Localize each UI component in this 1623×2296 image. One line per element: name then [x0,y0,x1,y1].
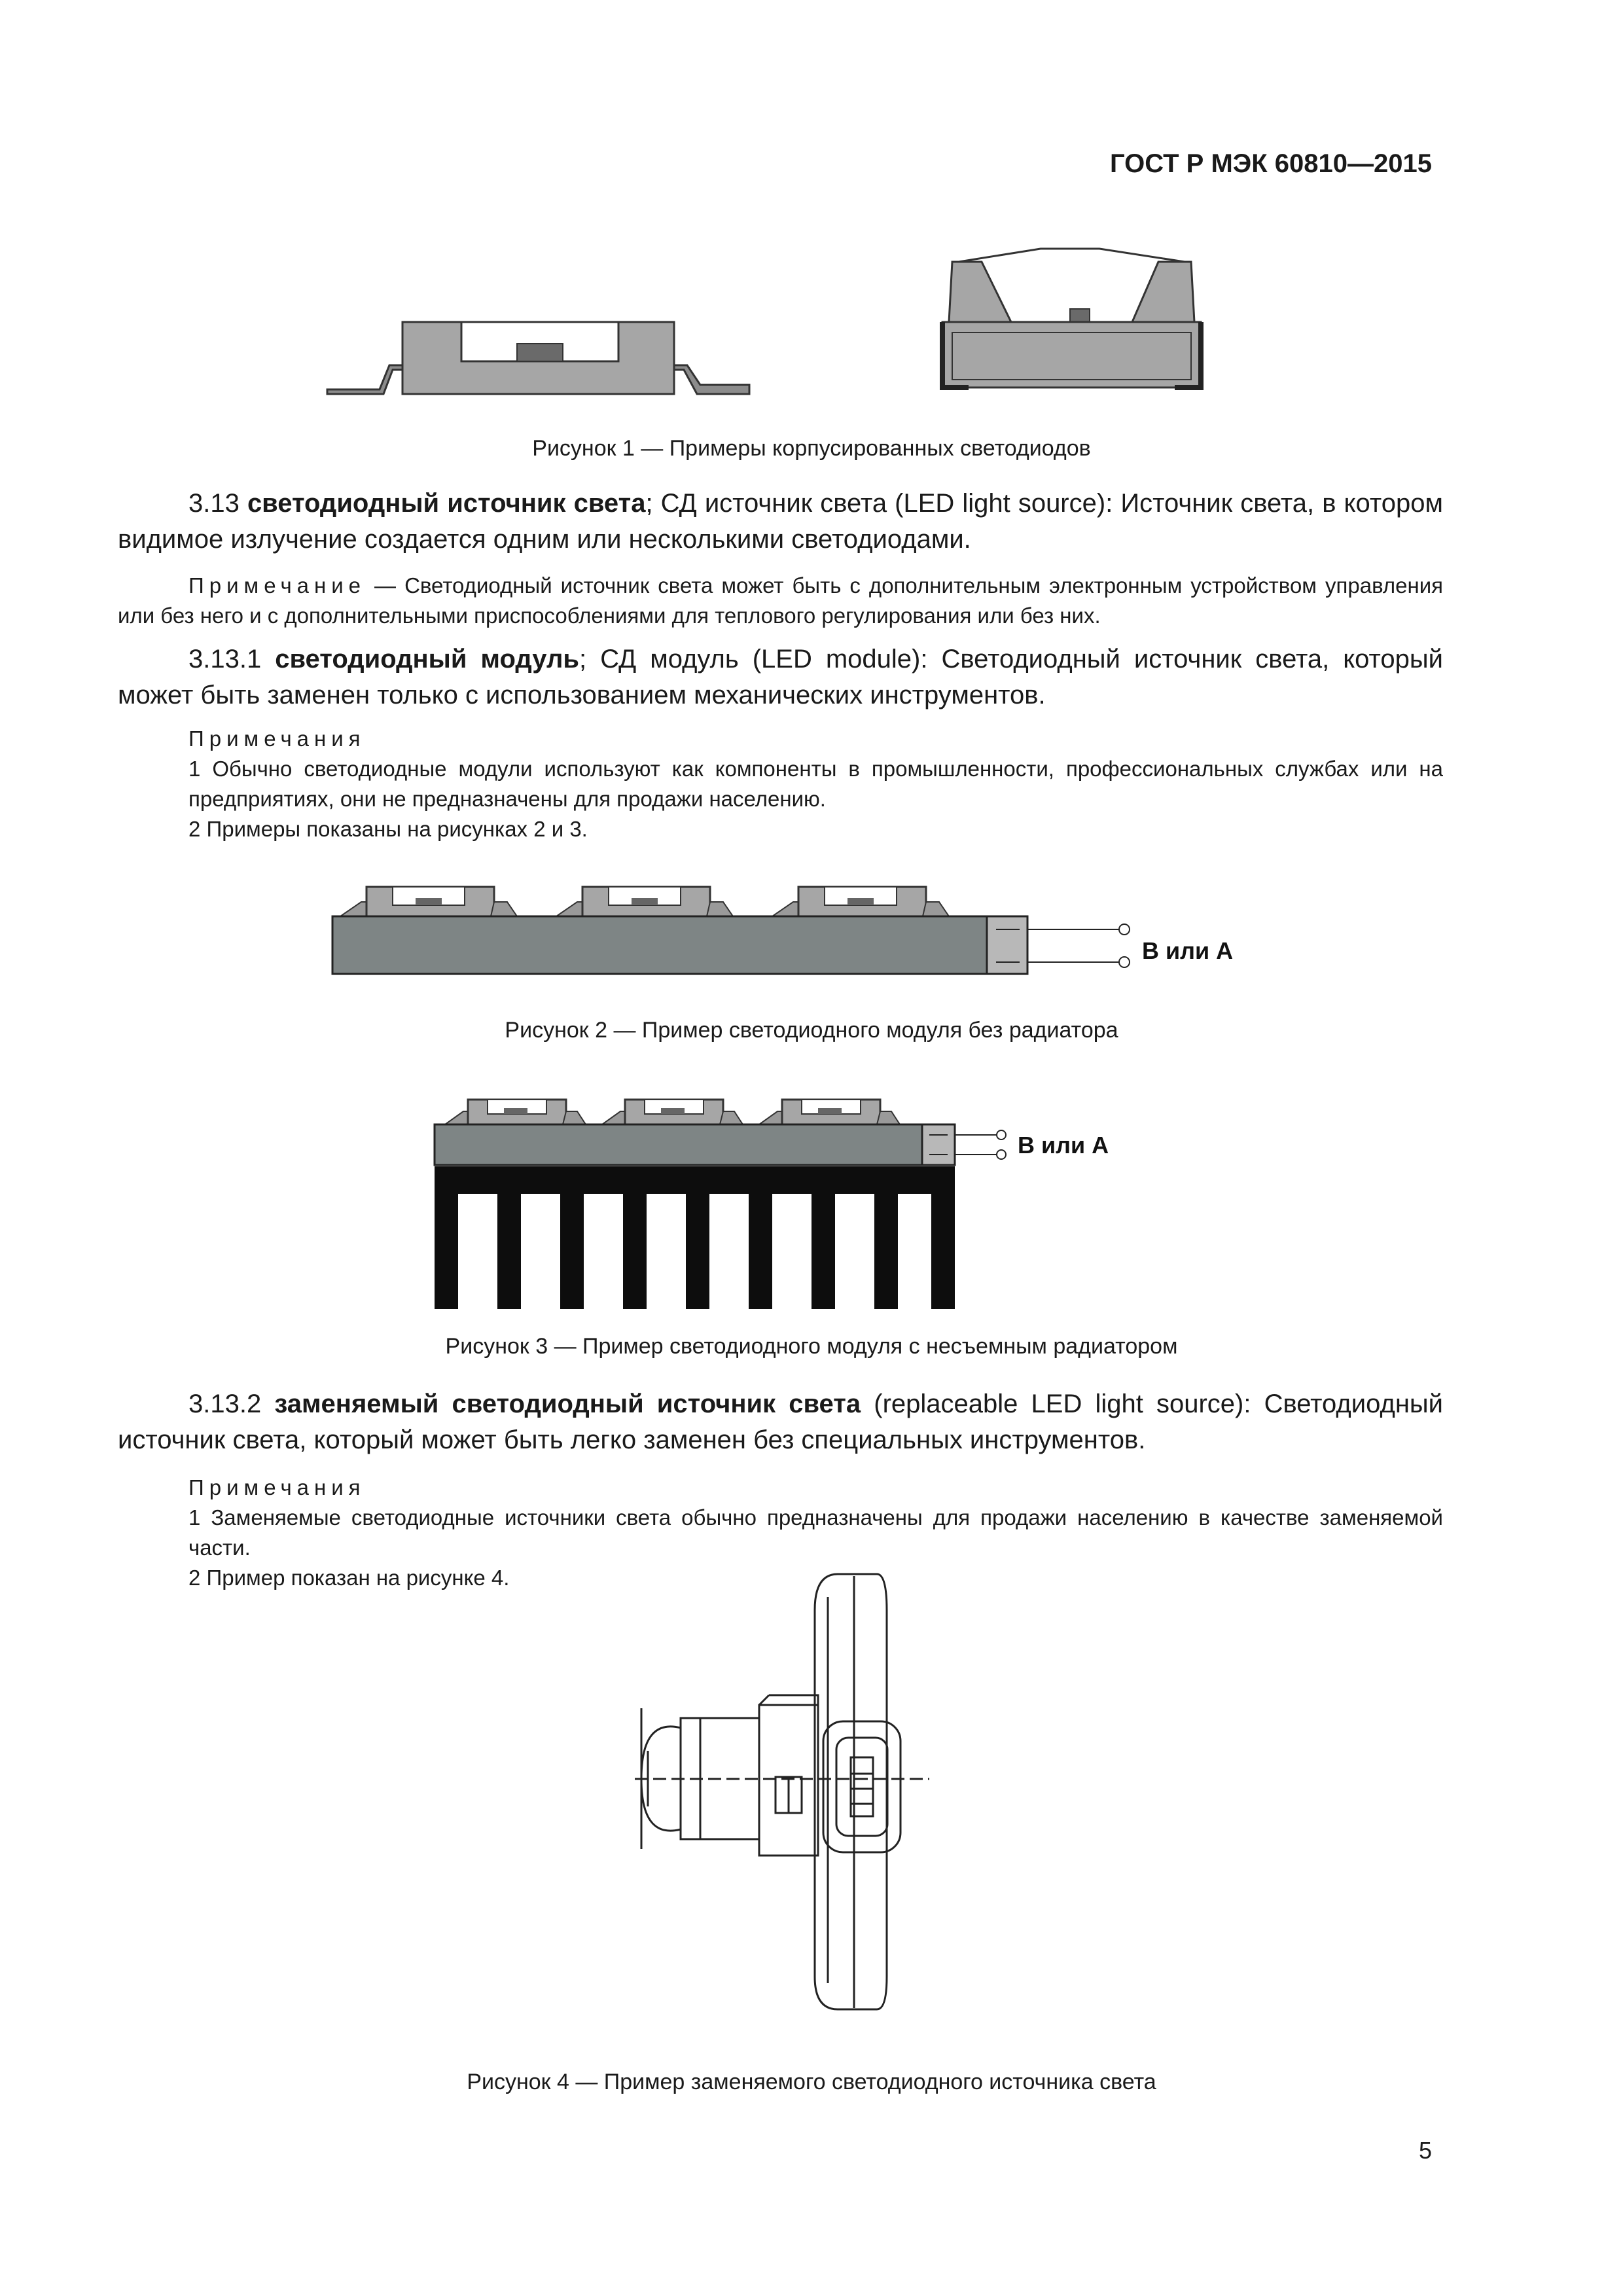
figure-2-caption: Рисунок 2 — Пример светодиодного модуля без радиатора [505,1018,1118,1043]
led-chip-1 [445,1100,586,1124]
figure-2-label: В или А [1142,937,1234,964]
figure-2-led-module [327,877,1276,995]
notes-3-13-1 [118,724,1443,844]
section-3-13 [118,486,1443,558]
figure-1-led-packages [314,249,1243,419]
note-1: 1 Заменяемые светодиодные источники света обычно предназначены для продажи населению в качестве заменяемой части. [188,1505,1443,1560]
led-chip-2 [602,1100,743,1124]
section-number: 3.13.2 [188,1390,262,1418]
led-chip-3 [759,1100,900,1124]
notes-label: Примечания [188,1475,366,1499]
note-label: Примечание [188,573,366,598]
notes-label: Примечания [188,726,366,751]
figure-3-label: В или А [1018,1132,1109,1158]
section-3-13-2 [118,1386,1443,1458]
document-header: ГОСТ Р МЭК 60810—2015 [1109,149,1432,178]
note-1: 1 Обычно светодиодные модули используют как компоненты в промышленности, профессиональных службах или на предприятиях, они не предназначены для продажи населению. [188,757,1443,811]
led-chip-3 [772,887,949,916]
term: светодиодный модуль [275,645,579,673]
definition: (replaceable LED light source): Светодиодный источник света, который может быть легко заменен без специальных инструментов. [118,1390,1443,1454]
definition: ; СД модуль (LED module): Светодиодный источник света, который может быть заменен только с использованием механических инструментов. [118,645,1443,709]
note-2: 2 Пример показан на рисунке 4. [188,1566,510,1590]
figure-1-caption: Рисунок 1 — Примеры корпусированных светодиодов [532,436,1091,461]
figure-4-caption: Рисунок 4 — Пример заменяемого светодиодного источника света [467,2070,1156,2094]
note-text: — Светодиодный источник света может быть с дополнительным электронным устройством управления или без него и с дополнительными приспособлениями для теплового регулирования или без них. [118,573,1443,628]
note-3-13 [118,571,1443,631]
definition: ; СД источник света (LED light source): Источник света, в котором видимое излучение создается одним или несколькими светодиодами. [118,489,1443,554]
section-number: 3.13 [188,489,240,518]
heatsink [435,1166,955,1309]
term: светодиодный источник света [247,489,646,518]
section-number: 3.13.1 [188,645,262,673]
figure-3-led-module-heatsink [425,1086,1211,1335]
led-chip-1 [340,887,517,916]
figure-4-replaceable-led [628,1571,1021,2016]
page-number: 5 [1418,2137,1432,2164]
note-2: 2 Примеры показаны на рисунках 2 и 3. [188,817,588,841]
section-3-13-1 [118,641,1443,713]
term: заменяемый светодиодный источник света [274,1390,861,1418]
figure-3-caption: Рисунок 3 — Пример светодиодного модуля с несъемным радиатором [445,1334,1178,1359]
led-chip-2 [556,887,733,916]
